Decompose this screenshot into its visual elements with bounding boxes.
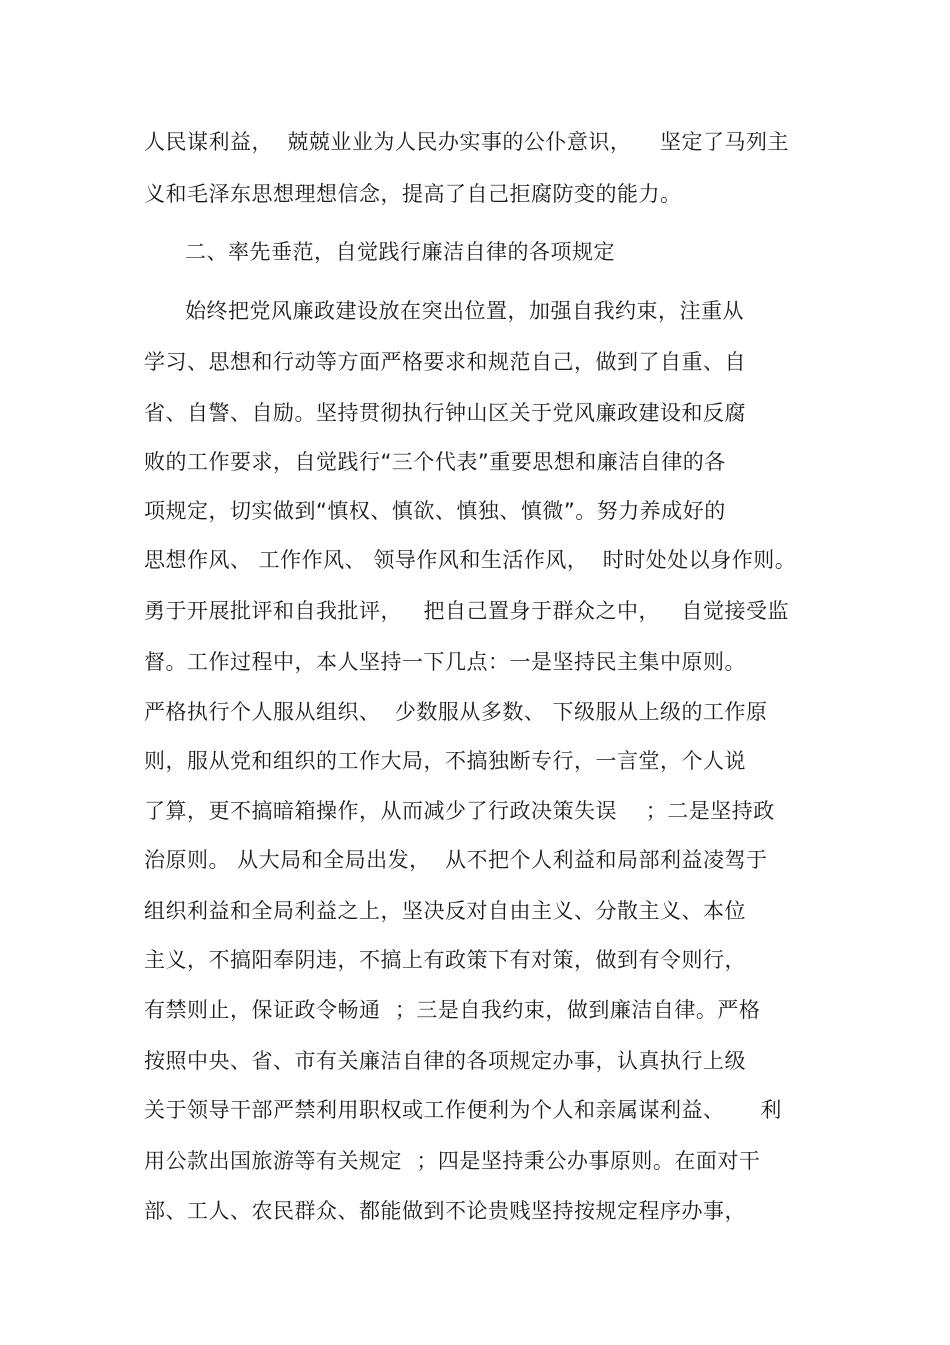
text-line: 组织利益和全局利益之上，坚决反对自由主义、分散主义、本位: [144, 899, 746, 923]
text-line: 勇于开展批评和自我批评， 把自己置身于群众之中， 自觉接受监: [144, 599, 790, 623]
text-line: 省、自警、自励。坚持贯彻执行钟山区关于党风廉政建设和反腐: [144, 401, 746, 425]
text-line: 治原则。 从大局和全局出发， 从不把个人利益和局部利益凌驾于: [144, 848, 768, 872]
text-line: 用公款出国旅游等有关规定 ；四是坚持秉公办事原则。在面对干: [144, 1149, 761, 1173]
text-line: 始终把党风廉政建设放在突出位置，加强自我约束，注重从: [185, 299, 744, 323]
text-line: 督。工作过程中，本人坚持一下几点：一是坚持民主集中原则。: [144, 650, 746, 674]
text-line: 思想作风、 工作作风、 领导作风和生活作风， 时时处处以身作则。: [144, 548, 797, 572]
text-line: 义和毛泽东思想理想信念，提高了自己拒腐防变的能力。: [144, 182, 682, 206]
text-line: 按照中央、省、市有关廉洁自律的各项规定办事，认真执行上级: [144, 1049, 746, 1073]
section-heading: 二、率先垂范，自觉践行廉洁自律的各项规定: [185, 240, 615, 264]
text-line: 学习、思想和行动等方面严格要求和规范自己，做到了自重、自: [144, 350, 746, 374]
text-line: 部、工人、农民群众、都能做到不论贵贱坚持按规定程序办事，: [144, 1199, 746, 1223]
text-line: 败的工作要求，自觉践行“三个代表”重要思想和廉洁自律的各: [144, 450, 726, 474]
text-line: 了算，更不搞暗箱操作，从而减少了行政决策失误 ；二是坚持政: [144, 799, 775, 823]
text-line: 主义，不搞阳奉阴违，不搞上有政策下有对策，做到有令则行，: [144, 948, 746, 972]
text-line: 人民谋利益， 兢兢业业为人民办实事的公仆意识， 坚定了马列主: [144, 130, 790, 154]
text-line: 关于领导干部严禁利用职权或工作便利为个人和亲属谋利益、 利: [144, 1098, 782, 1122]
text-line: 严格执行个人服从组织、 少数服从多数、 下级服从上级的工作原: [144, 700, 768, 724]
text-line: 项规定，切实做到“慎权、慎欲、慎独、慎微”。努力养成好的: [144, 499, 726, 523]
text-line: 有禁则止，保证政令畅通 ；三是自我约束，做到廉洁自律。严格: [144, 998, 761, 1022]
text-line: 则，服从党和组织的工作大局，不搞独断专行，一言堂，个人说: [144, 749, 746, 773]
